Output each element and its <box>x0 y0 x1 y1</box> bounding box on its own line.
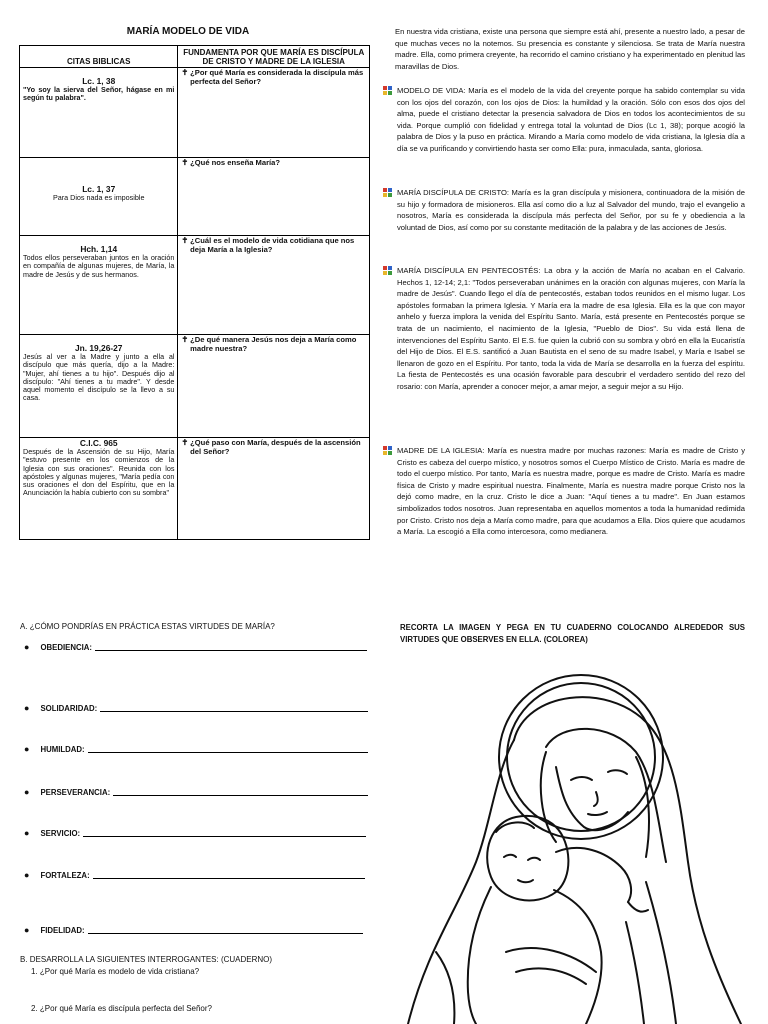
answer-line[interactable] <box>88 745 368 753</box>
question: ✝ ¿Qué nos enseña María? <box>181 158 281 167</box>
section-b-heading: B. DESARROLLA LA SIGUIENTES INTERROGANTES: (CUADERNO) <box>20 955 273 964</box>
cross-icon: ✝ <box>181 335 189 344</box>
bullet-dot-icon: ● <box>24 925 30 935</box>
question: ✝ ¿De qué manera Jesús nos deja a María como madre nuestra? <box>181 335 357 353</box>
answer-line[interactable] <box>113 788 368 796</box>
cross-icon: ✝ <box>181 236 189 245</box>
table-row <box>20 68 370 158</box>
answer-line[interactable] <box>95 643 367 651</box>
cite-ref: Lc. 1, 37 <box>82 184 116 194</box>
section-a-heading: A. ¿CÓMO PONDRÍAS EN PRÁCTICA ESTAS VIRTUDES DE MARÍA? <box>20 622 275 631</box>
bullet-dot-icon: ● <box>24 744 30 754</box>
virtue-servicio: ● SERVICIO: <box>24 828 366 838</box>
col-header-fundamenta: FUNDAMENTA POR QUE MARÍA ES DISCÍPULA DE CRISTO Y MADRE DE LA IGLESIA <box>178 46 370 68</box>
bullet-discipula-de-cristo: MARÍA DISCÍPULA DE CRISTO: María es la gran discípula y misionera, continuadora de la misión de su hijo y formadora de misioneros. Ella así como dio a luz al Salvador del mundo, trajo el evangelio a nosotros, María es considerada la discípula más perfecta del Señor, por su fe y obediencia a la voluntad de Dios, así como por su constante meditación de la palabra y de las acciones de Jesús. <box>383 187 745 233</box>
cross-icon: ✝ <box>181 158 189 167</box>
cite-text: "Yo soy la sierva del Señor, hágase en mi según tu palabra". <box>23 85 175 103</box>
bullet-modelo-de-vida: MODELO DE VIDA: María es el modelo de la vida del creyente porque ha sabido contemplar su vida con los ojos del corazón, con los ojos de Dios: la humildad y la oración. Sólo con esos dos ojos del alma, puede el cristiano detectar la presencia salvadora de Dios en todos los acontecimientos de su vida. Porque cumplió con fidelidad y entrega total la voluntad de Dios (Lc 1, 38); porque acogió la palabra de Dios y la puso en práctica. Mirando a María como modelo de vida cristiana, la Iglesia día a día se va purificando y convirtiendo hasta ser como Ella: pura, inmaculada, santa, gloriosa. <box>383 85 745 155</box>
table-row <box>20 335 370 438</box>
question: ✝ ¿Qué paso con María, después de la ascensión del Señor? <box>181 438 361 456</box>
cross-icon: ✝ <box>181 68 189 77</box>
virtue-obediencia: ● OBEDIENCIA: <box>24 642 367 652</box>
answer-line[interactable] <box>83 829 366 837</box>
table-row <box>20 438 370 540</box>
bullet-dot-icon: ● <box>24 870 30 880</box>
question: ✝ ¿Por qué María es considerada la discípula más perfecta del Señor? <box>181 68 364 86</box>
cite-ref: Jn. 19,26-27 <box>74 343 123 353</box>
answer-line[interactable] <box>93 871 365 879</box>
intro-paragraph: En nuestra vida cristiana, existe una persona que siempre está ahí, presente a nuestro lado, a pesar de que muchas veces no la notemos. Su presencia es constante y silenciosa. Se trata de María nuestra madre. Ella, como primera creyente, ha recorrido el camino cristiano y ha experimentado en plenitud las maravillas de Dios. <box>395 27 745 71</box>
virtue-solidaridad: ● SOLIDARIDAD: <box>24 703 368 713</box>
cite-ref: C.I.C. 965 <box>79 438 118 448</box>
virtue-perseverancia: ● PERSEVERANCIA: <box>24 787 368 797</box>
answer-line[interactable] <box>100 704 368 712</box>
cite-ref: Lc. 1, 38 <box>82 76 116 86</box>
bullet-pentecostes: MARÍA DISCÍPULA EN PENTECOSTÉS: La obra y la acción de María no acaban en el Calvario. Hechos 1, 12-14; 2,1: "Todos perseveraban unánimes en la oración con algunas mujeres, con María la madre de Jesús". Cuando llego el día de pentecostés, estaban todos reunidos en el mismo lugar. Los apóstoles formaban la primera Iglesia. Y María era la madre de esa Iglesia. Ella es la que con mayor anhelo y fuerza implora la venida del Espíritu Santo. María, está presente en Pentecostés porque se trata de un nacimiento, el nacimiento de la Iglesia, "Pueblo de Dios". Su vida está llena de intervenciones del Espíritu Santo. El E.S. fue quien la cubrió con su sombra y obró en ella la Eucaristía del Hijo de Dios. El E.S. santificó a Juan Bautista en el seno de su madre Isabel, y María e Isabel se llenaron de gozo en el Espíritu. Por tanto, toda la vida de María se desarrolla en la fuerza del espíritu. La fiesta de Pentecostés es una ocasión favorable para descubrir el verdadero sentido del rezo del rosario: con María, aprender a conocer mejor, a amar mejor, a seguir mejor a su Hijo. <box>383 265 745 393</box>
table-row <box>20 158 370 236</box>
bullet-icon <box>383 188 394 197</box>
bullet-dot-icon: ● <box>24 703 30 713</box>
citations-table <box>19 45 370 540</box>
bullet-dot-icon: ● <box>24 828 30 838</box>
cite-text: Después de la Ascensión de su Hijo, María "estuvo presente en los comienzos de la Iglesia con sus oraciones". Reunida con los apóstoles y algunas mujeres, "María pedía con sus oraciones el don del Espíritu, que en la Anunciación la había cubierto con su sombra" <box>23 447 175 498</box>
bullet-madre-de-la-iglesia: MADRE DE LA IGLESIA: María es nuestra madre por muchas razones: María es madre de Cristo y Cristo es cabeza del cuerpo místico, y nosotros somos el Cuerpo Místico de Cristo. María es madre de todo el cuerpo místico. Por tanto, María es nuestra madre, porque es madre de Cristo. María es madre física de Cristo y madre espiritual nuestra. Finalmente, María es nuestra madre porque Cristo nos la dejó como madre, en la cruz. Cristo le dice a Juan: "Aquí tienes a tu madre". En Juan estamos simbolizados todos nosotros. Juan representaba en aquellos momentos a toda la humanidad redimida por Cristo. Cristo nos deja a María como madre, para que acudamos a Ella. Dios quiere que acudamos a María. La escogió a Ella como intercesora, como medianera. <box>383 445 745 538</box>
col-header-citas: CITAS BIBLICAS <box>20 46 178 68</box>
virtue-fidelidad: ● FIDELIDAD: <box>24 925 363 935</box>
cite-ref: Hch. 1,14 <box>80 244 118 254</box>
cite-text: Jesús al ver a la Madre y junto a ella al discípulo que más quería, dijo a la Madre: "Mujer, ahí tienes a tu hijo". Después dijo al discípulo: "Ahí tienes a tu madre". Y desde aquel momento el discípulo se la llevo a su casa. <box>23 352 175 403</box>
bullet-dot-icon: ● <box>24 787 30 797</box>
answer-line[interactable] <box>88 926 363 934</box>
question-1: 1. ¿Por qué María es modelo de vida cristiana? <box>31 967 200 976</box>
table-row <box>20 236 370 335</box>
virtue-fortaleza: ● FORTALEZA: <box>24 870 365 880</box>
page-title: MARÍA MODELO DE VIDA <box>126 26 250 37</box>
cross-icon: ✝ <box>181 438 189 447</box>
virgin-and-child-icon <box>396 652 766 1024</box>
question: ✝ ¿Cuál es el modelo de vida cotidiana que nos deja María a la Iglesia? <box>181 236 355 254</box>
coloring-instruction: RECORTA LA IMAGEN Y PEGA EN TU CUADERNO COLOCANDO ALREDEDOR SUS VIRTUDES QUE OBSERVES EN ELLA. (COLOREA) <box>400 623 745 644</box>
question-2: 2. ¿Por qué María es discípula perfecta del Señor? <box>31 1004 212 1013</box>
virtue-humildad: ● HUMILDAD: <box>24 744 368 754</box>
cite-text: Todos ellos perseveraban juntos en la oración en compañía de algunas mujeres, de María, la madre de Jesús y de sus hermanos. <box>23 253 175 279</box>
cite-text: Para Dios nada es imposible <box>52 193 145 202</box>
bullet-dot-icon: ● <box>24 642 30 652</box>
bullet-icon <box>383 86 394 95</box>
bullet-icon <box>383 266 394 275</box>
bullet-icon <box>383 446 394 455</box>
